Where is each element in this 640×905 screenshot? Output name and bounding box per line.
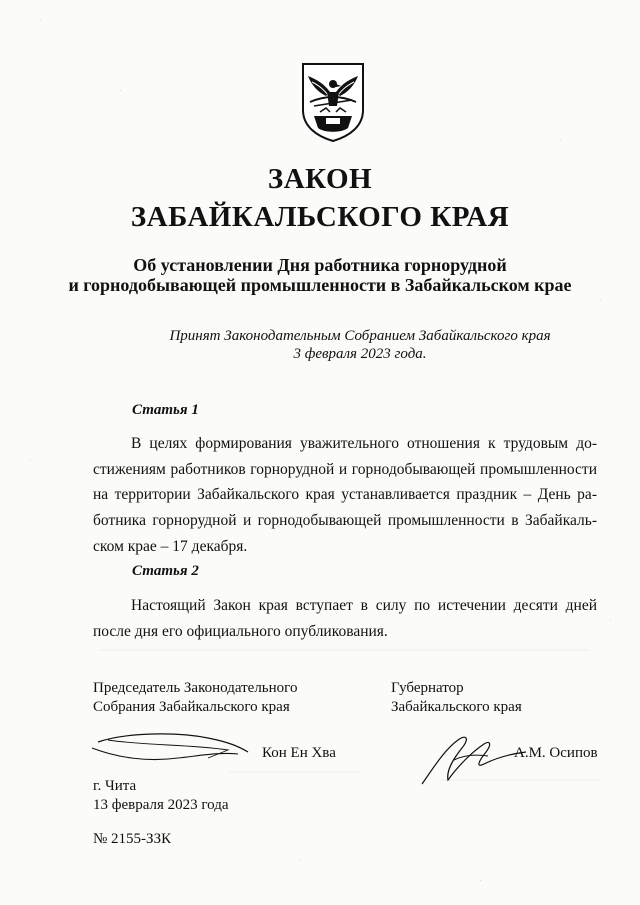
place-of-signing: г. Чита xyxy=(93,778,137,794)
signing-date: 13 февраля 2023 года xyxy=(93,797,229,813)
document-subject-line2: и горнодобывающей промышленности в Забайкальском крае xyxy=(68,275,572,295)
law-number: № 2155-ЗЗК xyxy=(93,831,172,847)
document-title-line2: ЗАБАЙКАЛЬСКОГО КРАЯ xyxy=(130,201,510,233)
governor-name: А.М. Осипов xyxy=(514,745,598,761)
governor-title-line1: Губернатор xyxy=(391,680,464,696)
article-1-text: В целях формирования уважительного отношения к трудовым достижениям работников горнорудной и горнодобывающей промышленности на территории Забайкальского края устанавливается праздник – День работника горнорудной и горнодобывающей промышленности в Забайкальском крае – 17 декабря. xyxy=(93,435,597,555)
chair-title-line2: Собрания Забайкальского края xyxy=(93,699,290,715)
governor-signature-icon xyxy=(418,730,528,788)
article-2-heading: Статья 2 xyxy=(132,563,199,579)
document-title-line1: ЗАКОН xyxy=(267,163,373,195)
chair-title-line1: Председатель Законодательного xyxy=(93,680,298,696)
adoption-note-line1: Принят Законодательным Собранием Забайкальского края xyxy=(169,328,551,344)
article-2-text: Настоящий Закон края вступает в силу по истечении десяти дней после дня его официального опубликования. xyxy=(93,597,597,640)
chair-title xyxy=(93,679,297,717)
chair-signature-icon xyxy=(88,728,258,778)
document-subject-line1: Об установлении Дня работника горнорудной xyxy=(133,255,507,275)
chair-name: Кон Ен Хва xyxy=(262,745,336,761)
adoption-note-line2: 3 февраля 2023 года. xyxy=(293,346,427,362)
coat-of-arms-icon xyxy=(300,62,366,142)
article-1-heading: Статья 1 xyxy=(132,402,199,418)
governor-title xyxy=(391,679,522,717)
governor-title-line2: Забайкальского края xyxy=(391,699,522,715)
